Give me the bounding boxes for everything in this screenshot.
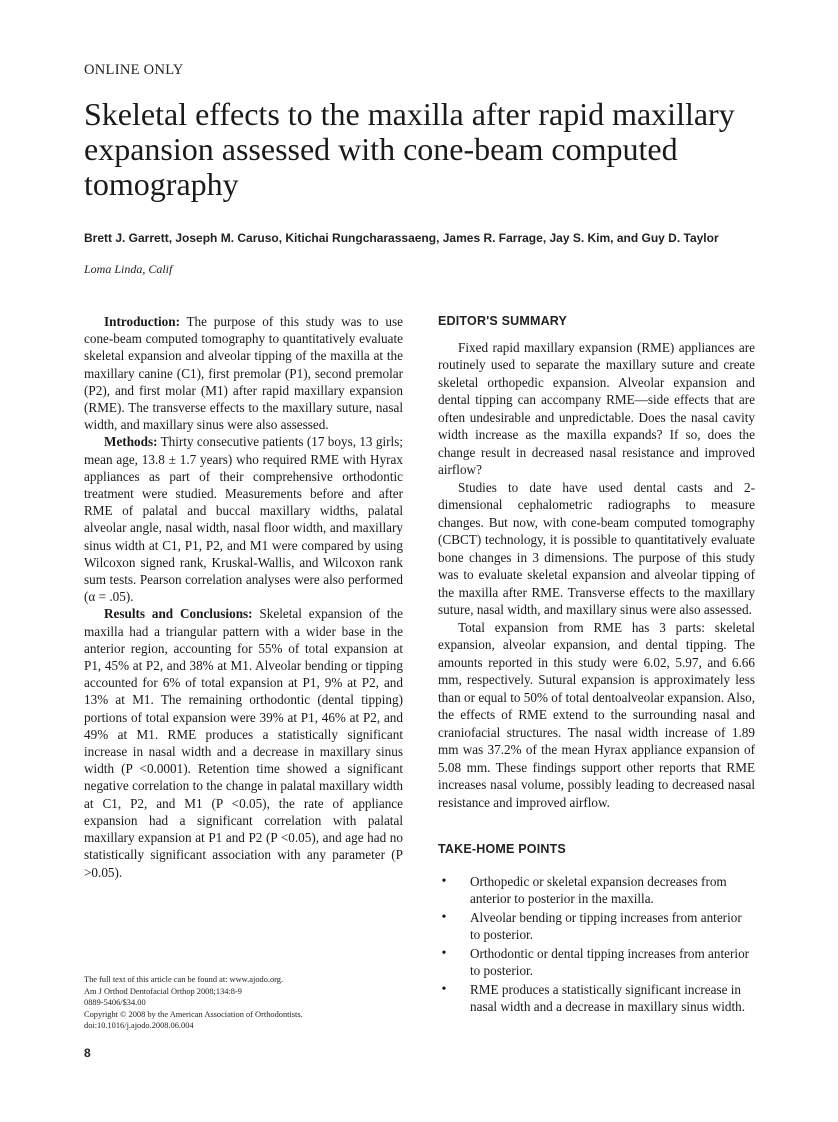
methods-label: Methods: <box>104 434 158 450</box>
issn: 0889-5406/$34.00 <box>84 998 146 1007</box>
affiliation: Loma Linda, Calif <box>84 262 173 276</box>
article-title: Skeletal effects to the maxilla after rapid maxillary expansion assessed with cone-beam computed tomography <box>84 96 735 202</box>
editors-summary-heading: EDITOR'S SUMMARY <box>438 314 568 328</box>
page-number: 8 <box>84 1046 91 1060</box>
take-home-list <box>438 873 755 1016</box>
list-item <box>438 945 755 980</box>
abstract <box>84 313 403 881</box>
introduction-label: Introduction: <box>104 314 180 329</box>
take-home-heading: TAKE-HOME POINTS <box>438 842 566 856</box>
summary-paragraph: Studies to date have used dental casts and 2-dimensional cephalometric radiographs to measure changes. But now, with cone-beam computed tomography (CBCT) technology, it is possible to quantitatively evaluate bone changes in 3 dimensions. The purpose of this study was to evaluate skeletal expansion and alveolar tipping of the maxilla after RME. Transverse effects to the maxillary suture, nasal width, and maxillary sinus were also assessed. <box>438 479 755 617</box>
bullet-icon: • <box>441 873 447 889</box>
editors-summary-column <box>438 313 755 1017</box>
bullet-icon: • <box>441 945 447 961</box>
list-item <box>438 873 755 908</box>
journal-citation: Am J Orthod Dentofacial Orthop 2008;134:8-9 <box>84 986 242 996</box>
section-label: ONLINE ONLY <box>84 62 184 78</box>
take-home-point: Orthodontic or dental tipping increases from anterior to posterior. <box>470 945 750 978</box>
abstract-results <box>84 605 403 880</box>
take-home-point: Orthopedic or skeletal expansion decreases from anterior to posterior in the maxilla. <box>470 873 727 906</box>
doi: doi:10.1016/j.ajodo.2008.06.004 <box>84 1021 194 1030</box>
results-label: Results and Conclusions: <box>104 606 253 622</box>
abstract-methods <box>84 433 403 605</box>
results-text: Skeletal expansion of the maxilla had a triangular pattern with a wider base in the anterior region, accounting for 55% of total expansion at P1, 45% at P2, and 38% at M1. Alveolar bending or tipping accounted for 6% of total expansion at P1, 9% at P2, and 13% at M1. The remaining orthodontic (dental tipping) portions of total expansion were 39% at P1, 46% at P2, and 49% at M1. RME produces a statistically significant increase in nasal width and a decrease in maxillary sinus width (P <0.0001). Retention time showed a significant negative correlation to the change in palatal maxillary width at C1, P2, and M1 (P <0.05), the rate of appliance expansion had a significant correlation with palatal maxillary expansion at P1 and P2 (P <0.05), and age had no statistically significant association with any parameter (P >0.05). <box>84 606 404 880</box>
bullet-icon: • <box>441 981 447 997</box>
take-home-point: Alveolar bending or tipping increases from anterior to posterior. <box>470 909 742 942</box>
bullet-icon: • <box>441 909 447 925</box>
footnotes <box>84 974 414 1032</box>
summary-paragraph: Fixed rapid maxillary expansion (RME) appliances are routinely used to separate the maxillary suture and create skeletal orthopedic expansion. Alveolar expansion and dental tipping can accompany RME—side effects that are often undesirable and unpredictable. Does the nasal cavity width increase as the maxilla expands? If so, does the change result in decreased nasal resistance and improved airflow? <box>438 339 755 477</box>
list-item <box>438 981 755 1016</box>
copyright-notice: Copyright © 2008 by the American Association of Orthodontists. <box>84 1009 303 1019</box>
full-text-note: The full text of this article can be found at: www.ajodo.org. <box>84 975 284 984</box>
methods-text: Thirty consecutive patients (17 boys, 13 girls; mean age, 13.8 ± 1.7 years) who required RME with Hyrax appliances as part of their comprehensive orthodontic treatment were studied. Measurements before and after RME of palatal and buccal maxillary widths, palatal alveolar angle, nasal width, nasal floor width, and maxillary sinus width at C1, P1, P2, and M1 were compared by using Wilcoxon signed rank, Kruskal-Wallis, and Wilcoxon rank sum tests. Pearson correlation analyses were also performed (α = .05). <box>84 434 403 605</box>
list-item <box>438 909 755 944</box>
take-home-point: RME produces a statistically significant increase in nasal width and a decrease in maxillary sinus width. <box>470 981 746 1014</box>
introduction-text: The purpose of this study was to use cone-beam computed tomography to quantitatively evaluate skeletal expansion and alveolar tipping of the maxilla at the maxillary canine (C1), first premolar (P1), second premolar (P2), and first molar (M1) after rapid maxillary expansion (RME). The transverse effects to the maxillary suture, nasal width, and maxillary sinus were also assessed. <box>84 314 404 433</box>
author-list: Brett J. Garrett, Joseph M. Caruso, Kitichai Rungcharassaeng, James R. Farrage, Jay S. Kim, and Guy D. Taylor <box>84 231 719 245</box>
abstract-introduction <box>84 313 403 433</box>
summary-paragraph: Total expansion from RME has 3 parts: skeletal expansion, alveolar expansion, and dental tipping. The amounts reported in this study were 6.02, 5.97, and 6.66 mm, respectively. Sutural expansion is approximately less than or equal to 50% of total dentoalveolar expansion. Also, the effects of RME extend to the surrounding nasal and craniofacial structures. The nasal width increase of 1.89 mm was 37.2% of the mean Hyrax appliance expansion of 5.08 mm. These findings support other reports that RME increases nasal volume, possibly leading to decreased nasal resistance and improved airflow. <box>438 619 755 810</box>
